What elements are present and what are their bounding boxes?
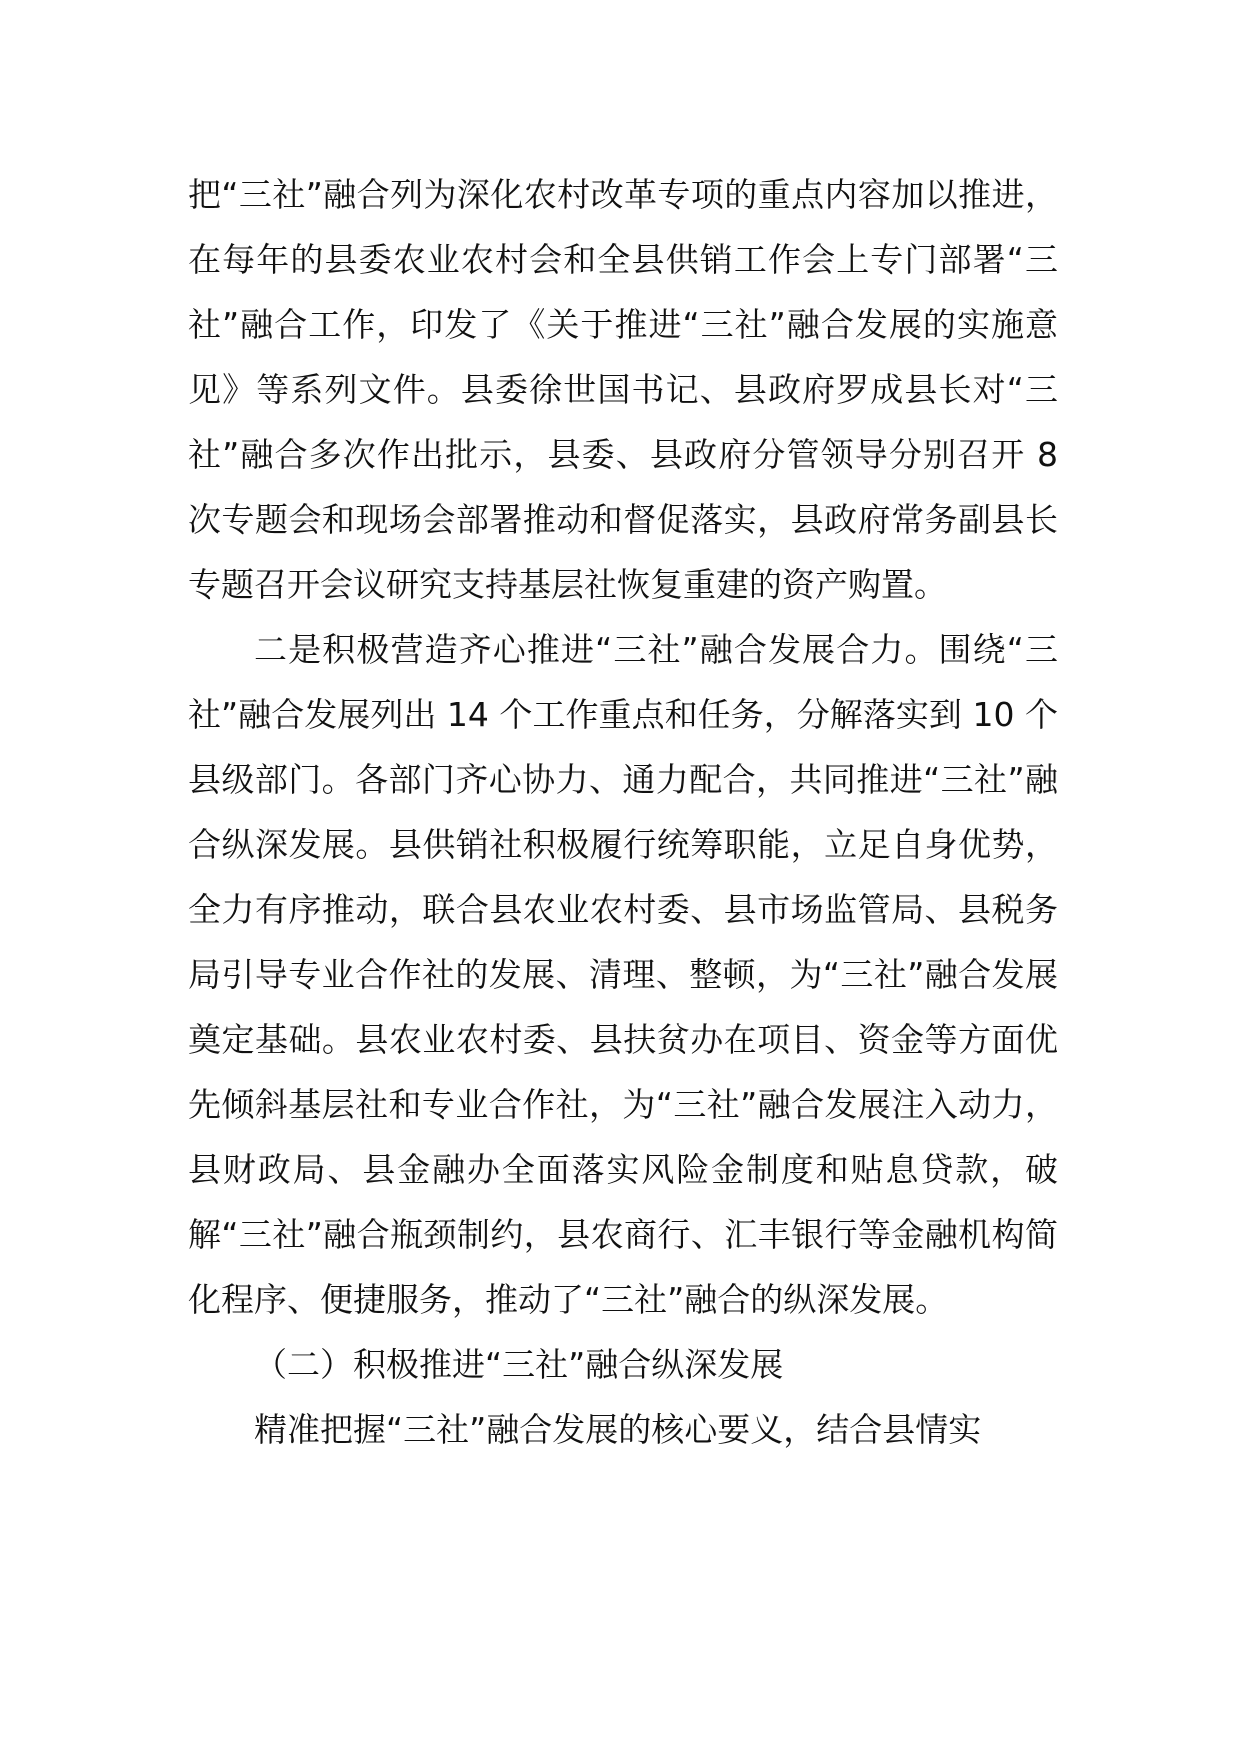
paragraph-leadership-deployment: 把“三社”融合列为深化农村改革专项的重点内容加以推进，在每年的县委农业农村会和全县供销工作会上专门部署“三社”融合工作，印发了《关于推进“三社”融合发展的实施意见》等系列文件。县委徐世国书记、县政府罗成县长对“三社”融合多次作出批示，县委、县政府分管领导分别召开 8 次专题会和现场会部署推动和督促落实，县政府常务副县长专题召开会议研究支持基层社恢复重建的资产购置。 xyxy=(188,175,1058,604)
paragraph-core-essence: 精准把握“三社”融合发展的核心要义，结合县情实 xyxy=(254,1410,982,1449)
document-body xyxy=(188,162,1058,1462)
paragraph-department-coordination: 二是积极营造齐心推进“三社”融合发展合力。围绕“三社”融合发展列出 14 个工作重点和任务，分解落实到 10 个县级部门。各部门齐心协力、通力配合，共同推进“三社”融合纵深发展。县供销社积极履行统筹职能，立足自身优势，全力有序推动，联合县农业农村委、县市场监管局、县税务局引导专业合作社的发展、清理、整顿，为“三社”融合发展奠定基础。县农业农村委、县扶贫办在项目、资金等方面优先倾斜基层社和专业合作社，为“三社”融合发展注入动力，县财政局、县金融办全面落实风险金制度和贴息贷款，破解“三社”融合瓶颈制约，县农商行、汇丰银行等金融机构简化程序、便捷服务，推动了“三社”融合的纵深发展。 xyxy=(188,630,1058,1319)
section-heading-deepen-integration: （二）积极推进“三社”融合纵深发展 xyxy=(254,1345,784,1384)
